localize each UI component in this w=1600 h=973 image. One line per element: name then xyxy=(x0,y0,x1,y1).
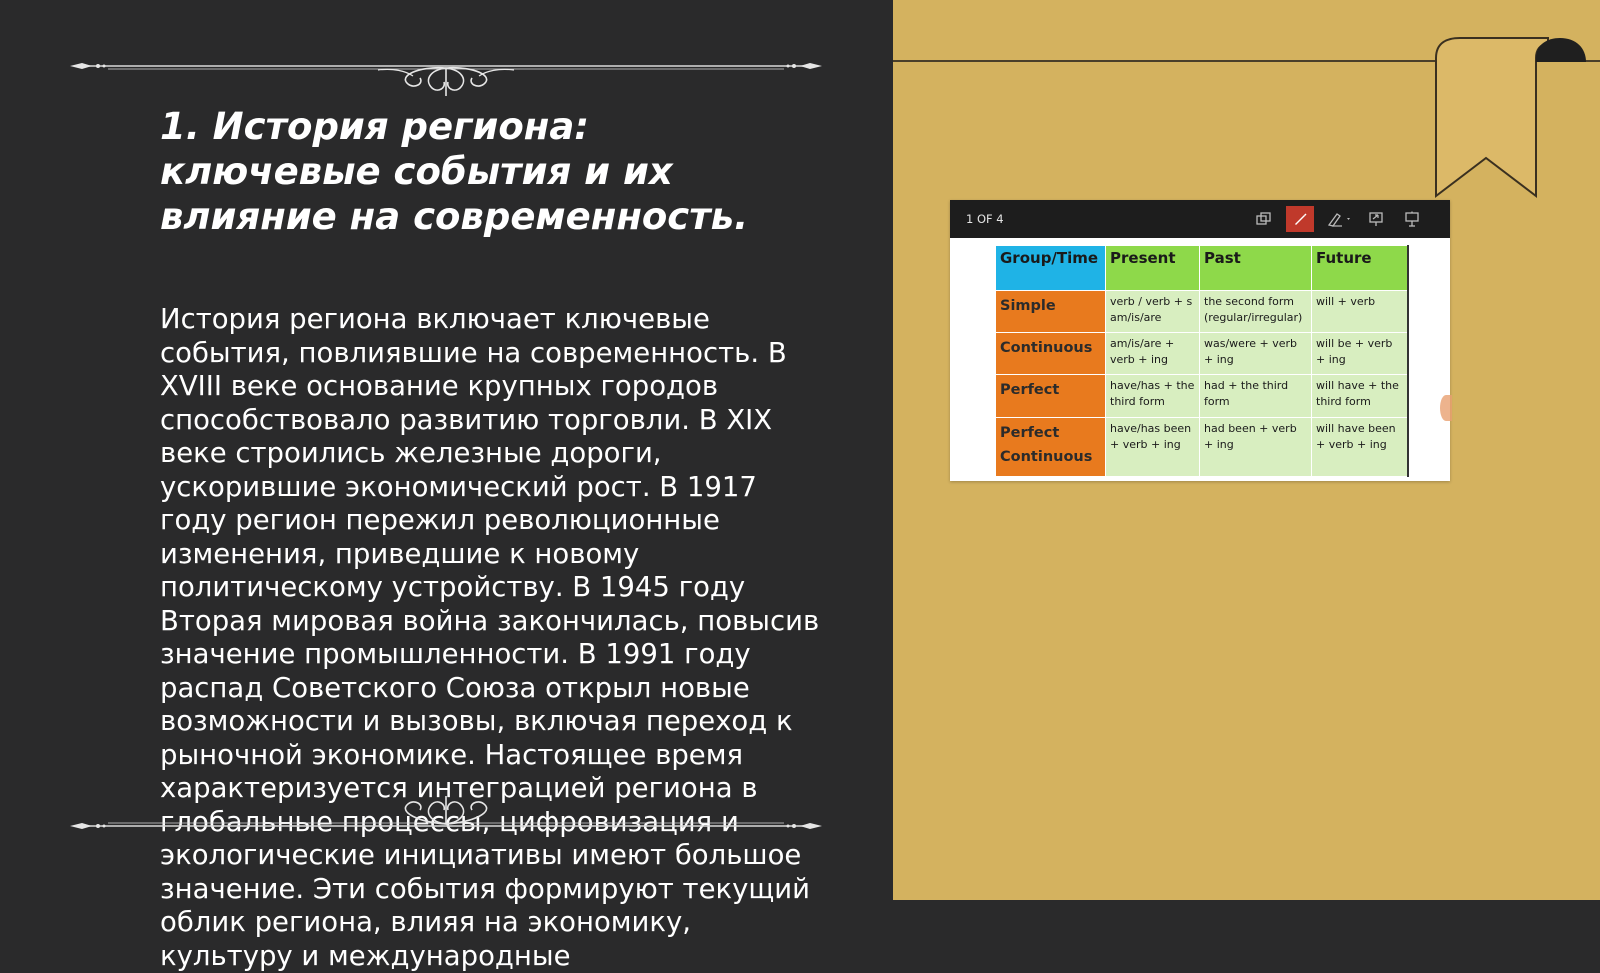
share-screen-button[interactable] xyxy=(1362,206,1390,232)
row-header-cell: Perfect xyxy=(996,375,1106,417)
pen-tool-button[interactable] xyxy=(1286,206,1314,232)
viewer-toolbar xyxy=(950,200,1450,238)
present-button[interactable] xyxy=(1398,206,1426,232)
present-icon xyxy=(1404,211,1420,227)
table-cell: was/were + verb + ing xyxy=(1200,333,1312,375)
table-cell: verb / verb + s am/is/are xyxy=(1106,291,1200,333)
table-row xyxy=(996,417,1408,476)
pen-icon xyxy=(1292,211,1308,227)
table-cell: had been + verb + ing xyxy=(1200,417,1312,476)
header-cell: Present xyxy=(1106,246,1200,291)
slide-title: 1. История региона: ключевые события и их влияние на современность. xyxy=(160,105,749,238)
slide-body-text: История региона включает ключевые события, повлиявшие на современность. В XVIII веке основание крупных городов способствовало развитию торговли. В XIX веке строились железные дороги, ускорившие экономический рост. В 1917 году регион пережил революционные изменения, приведшие к новому политическому устройству. В 1945 году Вторая мировая война закончилась, повысив значение промышленности. В 1991 году распад Советского Союза открыл новые возможности и вызовы, включая переход к рыночной экономике. Настоящее время характеризуется интеграцией региона в глобальные процессы, цифровизация и экологические инициативы имеют большое значение. Эти события формируют текущий облик региона, влияя на экономику, культуру и международные xyxy=(160,303,820,972)
highlighter-tool-button[interactable] xyxy=(1322,206,1358,232)
table-cell: will + verb xyxy=(1312,291,1408,333)
table-cell: have/has + the third form xyxy=(1106,375,1200,417)
row-header-cell: Perfect Continuous xyxy=(996,417,1106,476)
grammar-tenses-table xyxy=(995,245,1409,477)
bottom-ornament xyxy=(68,770,824,830)
table-header-row xyxy=(996,246,1408,291)
row-header-cell: Simple xyxy=(996,291,1106,333)
popout-window-button[interactable] xyxy=(1250,206,1278,232)
header-cell: Group/Time xyxy=(996,246,1106,291)
table-row xyxy=(996,291,1408,333)
table-cell: had + the third form xyxy=(1200,375,1312,417)
embedded-document-viewer xyxy=(950,200,1450,481)
share-screen-icon xyxy=(1368,211,1384,227)
table-cell: will be + verb + ing xyxy=(1312,333,1408,375)
bookmark-ribbon xyxy=(1436,36,1590,200)
table-cell: have/has been + verb + ing xyxy=(1106,417,1200,476)
window-icon xyxy=(1256,212,1272,226)
highlighter-icon xyxy=(1326,211,1354,227)
table-row xyxy=(996,333,1408,375)
table-cell: will have + the third form xyxy=(1312,375,1408,417)
row-header-cell: Continuous xyxy=(996,333,1106,375)
table-cell: will have been + verb + ing xyxy=(1312,417,1408,476)
top-ornament xyxy=(68,38,824,98)
table-row xyxy=(996,375,1408,417)
page-counter: 1 OF 4 xyxy=(966,212,1004,226)
header-cell: Future xyxy=(1312,246,1408,291)
table-cell: am/is/are + verb + ing xyxy=(1106,333,1200,375)
cursor-hand-shape xyxy=(1440,395,1452,421)
table-cell: the second form (regular/irregular) xyxy=(1200,291,1312,333)
header-cell: Past xyxy=(1200,246,1312,291)
